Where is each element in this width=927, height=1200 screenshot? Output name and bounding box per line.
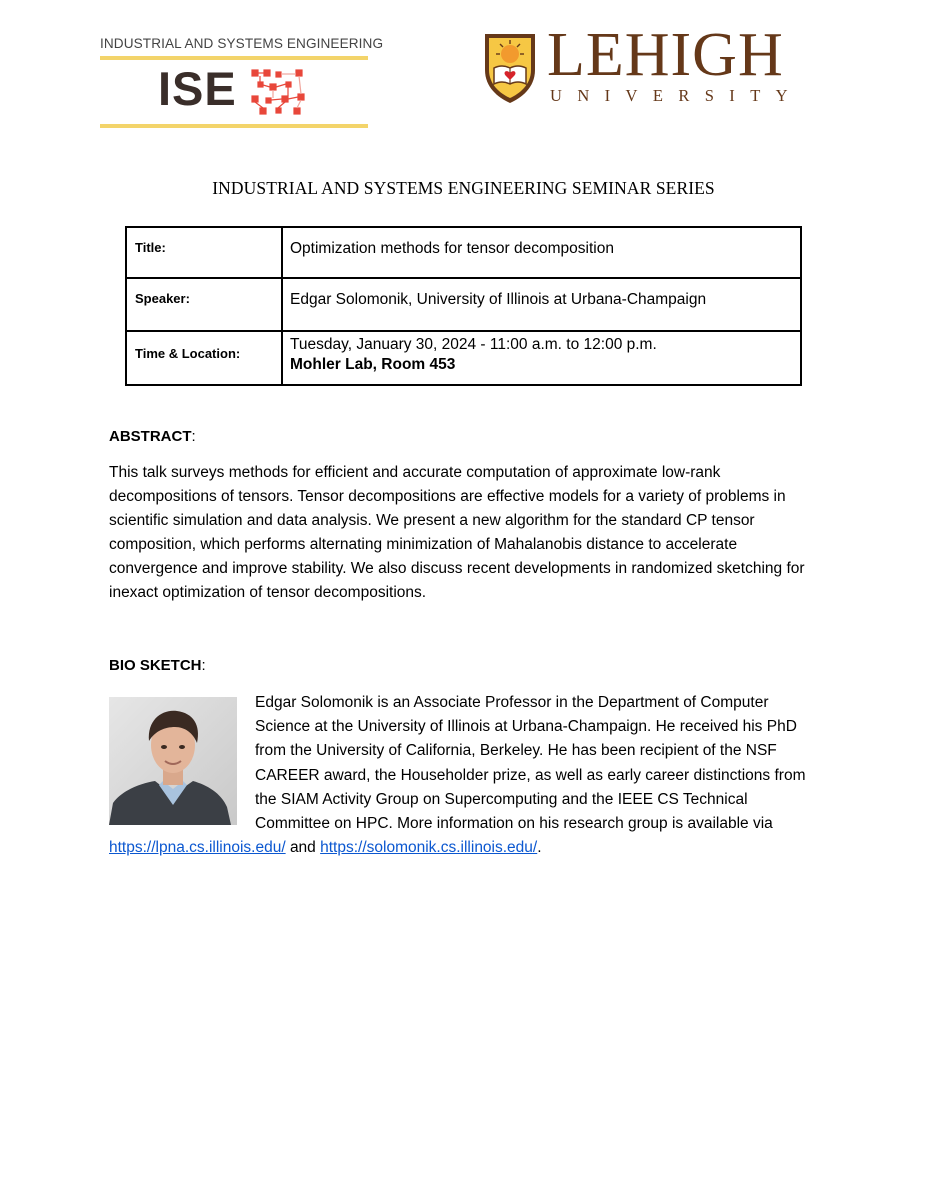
bio-and-text: and [289, 839, 316, 857]
speaker-photo [109, 697, 237, 825]
speaker-row [126, 278, 801, 331]
location-value: Mohler Lab, Room 453 [290, 356, 456, 373]
time-location-value [282, 331, 801, 385]
ise-logo-top-rule [100, 56, 368, 60]
bio-text: Edgar Solomonik is an Associate Professor in the Department of Computer Science at the University of Illinois at Urbana-Champaign. He received his PhD from the University of California, Berkeley. He has been recipient of the NSF CAREER award, the Householder prize, as well as early career distinctions from the SIAM Activity Group on Supercomputing and the IEEE CS Technical Committee on HPC. More information on his research group is available via [255, 694, 806, 833]
ise-circuit-icon [250, 68, 310, 116]
seminar-info-table [125, 226, 802, 386]
title-label: Title: [126, 227, 282, 278]
bio-block [109, 691, 821, 860]
bio-end-text: . [537, 839, 542, 857]
abstract-heading [109, 428, 196, 445]
abstract-heading-colon: : [191, 428, 196, 445]
title-value: Optimization methods for tensor decomposition [282, 227, 801, 278]
ise-logo-text: INDUSTRIAL AND SYSTEMS ENGINEERING [100, 36, 384, 51]
speaker-value: Edgar Solomonik, University of Illinois at Urbana-Champaign [282, 278, 801, 331]
lehigh-logo [483, 21, 823, 108]
bio-heading [109, 657, 206, 674]
time-location-row [126, 331, 801, 385]
personal-homepage-link[interactable]: https://solomonik.cs.illinois.edu/ [320, 839, 538, 857]
ise-logo-bottom-rule [100, 124, 368, 128]
lehigh-subtitle: UNIVERSITY [550, 86, 803, 105]
lehigh-wordmark: LEHIGH [547, 21, 784, 89]
bio-heading-text: BIO SKETCH [109, 657, 202, 674]
speaker-label: Speaker: [126, 278, 282, 331]
ise-logo-letters: ISE [158, 62, 237, 115]
time-location-label: Time & Location: [126, 331, 282, 385]
series-heading: INDUSTRIAL AND SYSTEMS ENGINEERING SEMINAR SERIES [212, 178, 715, 198]
time-value: Tuesday, January 30, 2024 - 11:00 a.m. to 12:00 p.m. [290, 336, 657, 353]
bio-heading-colon: : [201, 657, 206, 674]
research-group-link[interactable]: https://lpna.cs.illinois.edu/ [109, 839, 286, 857]
abstract-heading-text: ABSTRACT [109, 428, 192, 445]
title-row [126, 227, 801, 278]
ise-logo [100, 32, 384, 130]
lehigh-shield-icon [483, 32, 537, 104]
abstract-text: This talk surveys methods for efficient and accurate computation of approximate low-rank decompositions of tensors. Tensor decompositions are effective models for a variety of problems in scientific simulation and data analysis. We present a new algorithm for the standard CP tensor composition, which performs alternating minimization of Mahalanobis distance to accelerate convergence and improve stability. We also discuss recent developments in randomized sketching for inexact optimization of tensor decompositions. [109, 464, 805, 601]
